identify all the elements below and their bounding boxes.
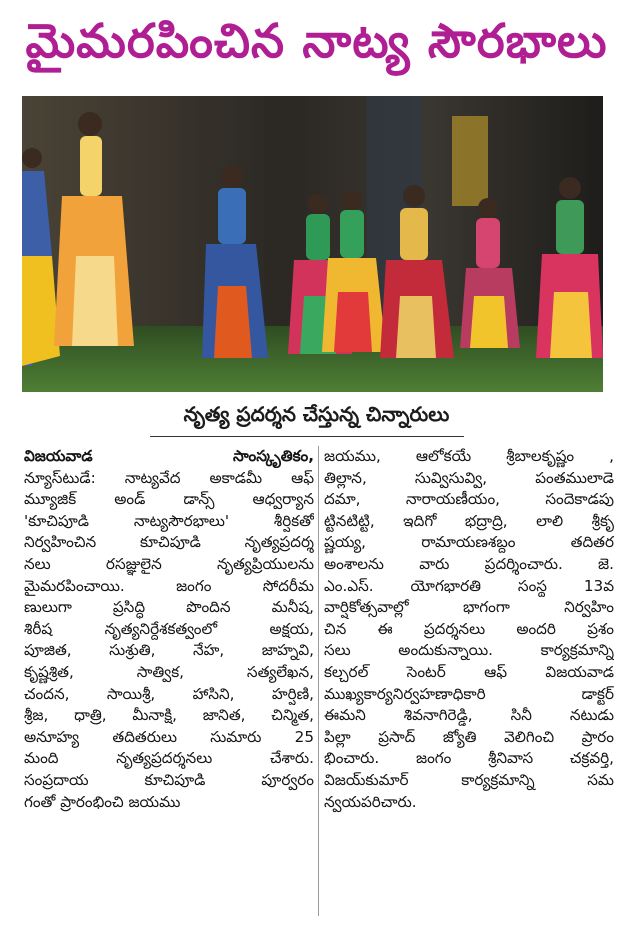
body-line: కల్చరల్ సెంటర్ ఆఫ్ విజయవాడ: [324, 662, 614, 681]
body-line: వార్షికోత్సవాల్లో భాగంగా నిర్వహిం: [324, 598, 614, 617]
dateline: విజయవాడ సాంస్కృతికం,: [24, 447, 314, 465]
body-line: చందన, సాయిశ్రీ, హాసిని, హర్షిణి,: [24, 684, 314, 703]
body-line: మంది నృత్యప్రదర్శనలు చేశారు.: [24, 749, 314, 768]
body-line: అనూహ్య తదితరులు సుమారు 25: [24, 727, 314, 746]
body-line: పూజిత, సుశ్రుతి, నేహ, జాహ్నవి,: [24, 641, 314, 660]
body-line: శ్రీజ, ధాత్రి, మీనాక్షి, జానిత, చిన్మిత,: [24, 706, 314, 725]
body-line: న్వయపరిచారు.: [324, 792, 417, 811]
body-line: అంశాలను వారు ప్రదర్శించారు. జె.: [324, 554, 614, 573]
body-line: మైమరపించాయి. జంగం సోదరీమ: [24, 576, 314, 595]
caption-divider: [150, 436, 464, 437]
body-line: సలు అందుకున్నాయి. కార్యక్రమాన్ని: [324, 641, 614, 660]
dance-performance-photo: [22, 96, 603, 392]
body-line: ఈమని శివనాగిరెడ్డి, సినీ నటుడు: [324, 706, 614, 725]
body-line: విజయ్‌కుమార్ కార్యక్రమాన్ని సమ: [324, 770, 614, 789]
column-divider: [318, 446, 319, 916]
body-line: చిన ఈ ప్రదర్శనలు అందరి ప్రశం: [324, 619, 614, 638]
body-line: ఎం.ఎస్. యోగభారతి సంస్థ 13వ: [324, 576, 614, 595]
body-line: పిల్లా ప్రసాద్ జ్యోతి వెలిగించి ప్రారం: [324, 727, 614, 746]
body-line: గంతో ప్రారంభించి జయము: [24, 792, 181, 811]
article-body-left-column: [24, 446, 314, 813]
headline: మైమరపించిన నాట్య సౌరభాలు: [25, 14, 608, 69]
body-line: కృష్ణశ్రిత, సాత్విక, సత్యలేఖన,: [24, 662, 314, 681]
body-line: జయము, ఆలోకయే శ్రీబాలకృష్ణం ,: [324, 447, 614, 465]
body-line: ముఖ్యకార్యనిర్వహణాధికారి డాక్టర్: [324, 684, 614, 703]
body-line: ష్ణయ్య, రామాయణశబ్దం తదితర: [324, 533, 614, 552]
body-line: సంప్రదాయ కూచిపూడి పూర్వరం: [24, 770, 314, 789]
body-line: శిరీష నృత్యనిర్దేశకత్వంలో అక్షయ,: [24, 619, 314, 638]
body-line: మ్యూజిక్ అండ్ డాన్స్ ఆధ్వర్యాన: [24, 490, 314, 509]
photo-caption: నృత్య ప్రదర్శన చేస్తున్న చిన్నారులు: [183, 402, 450, 426]
body-line: న్యూస్‌టుడే: నాట్యవేద అకాడమీ ఆఫ్: [24, 468, 314, 487]
body-line: దమా, నారాయణీయం, సందెకాడపు: [324, 490, 614, 509]
body-line: తిల్లాన, సువ్విసువ్వి, పంతములాడె: [324, 468, 614, 487]
body-line: 'కూచిపూడి నాట్యసౌరభాలు' శీర్షికతో: [24, 511, 314, 530]
body-line: నిర్వహించిన కూచిపూడి నృత్యప్రదర్శ: [24, 533, 314, 552]
body-line: భించారు. జంగం శ్రీనివాస చక్రవర్తి,: [324, 749, 614, 768]
body-line: ణులుగా ప్రసిద్ధి పొందిన మనీష,: [24, 598, 314, 617]
body-line: ట్టినటిట్టి, ఇదిగో భద్రాద్రి, లాలి శ్రీకృ: [324, 511, 614, 530]
article-body-right-column: [324, 446, 614, 813]
body-line: నలు రసజ్ఞులైన నృత్యప్రియులను: [24, 554, 314, 573]
